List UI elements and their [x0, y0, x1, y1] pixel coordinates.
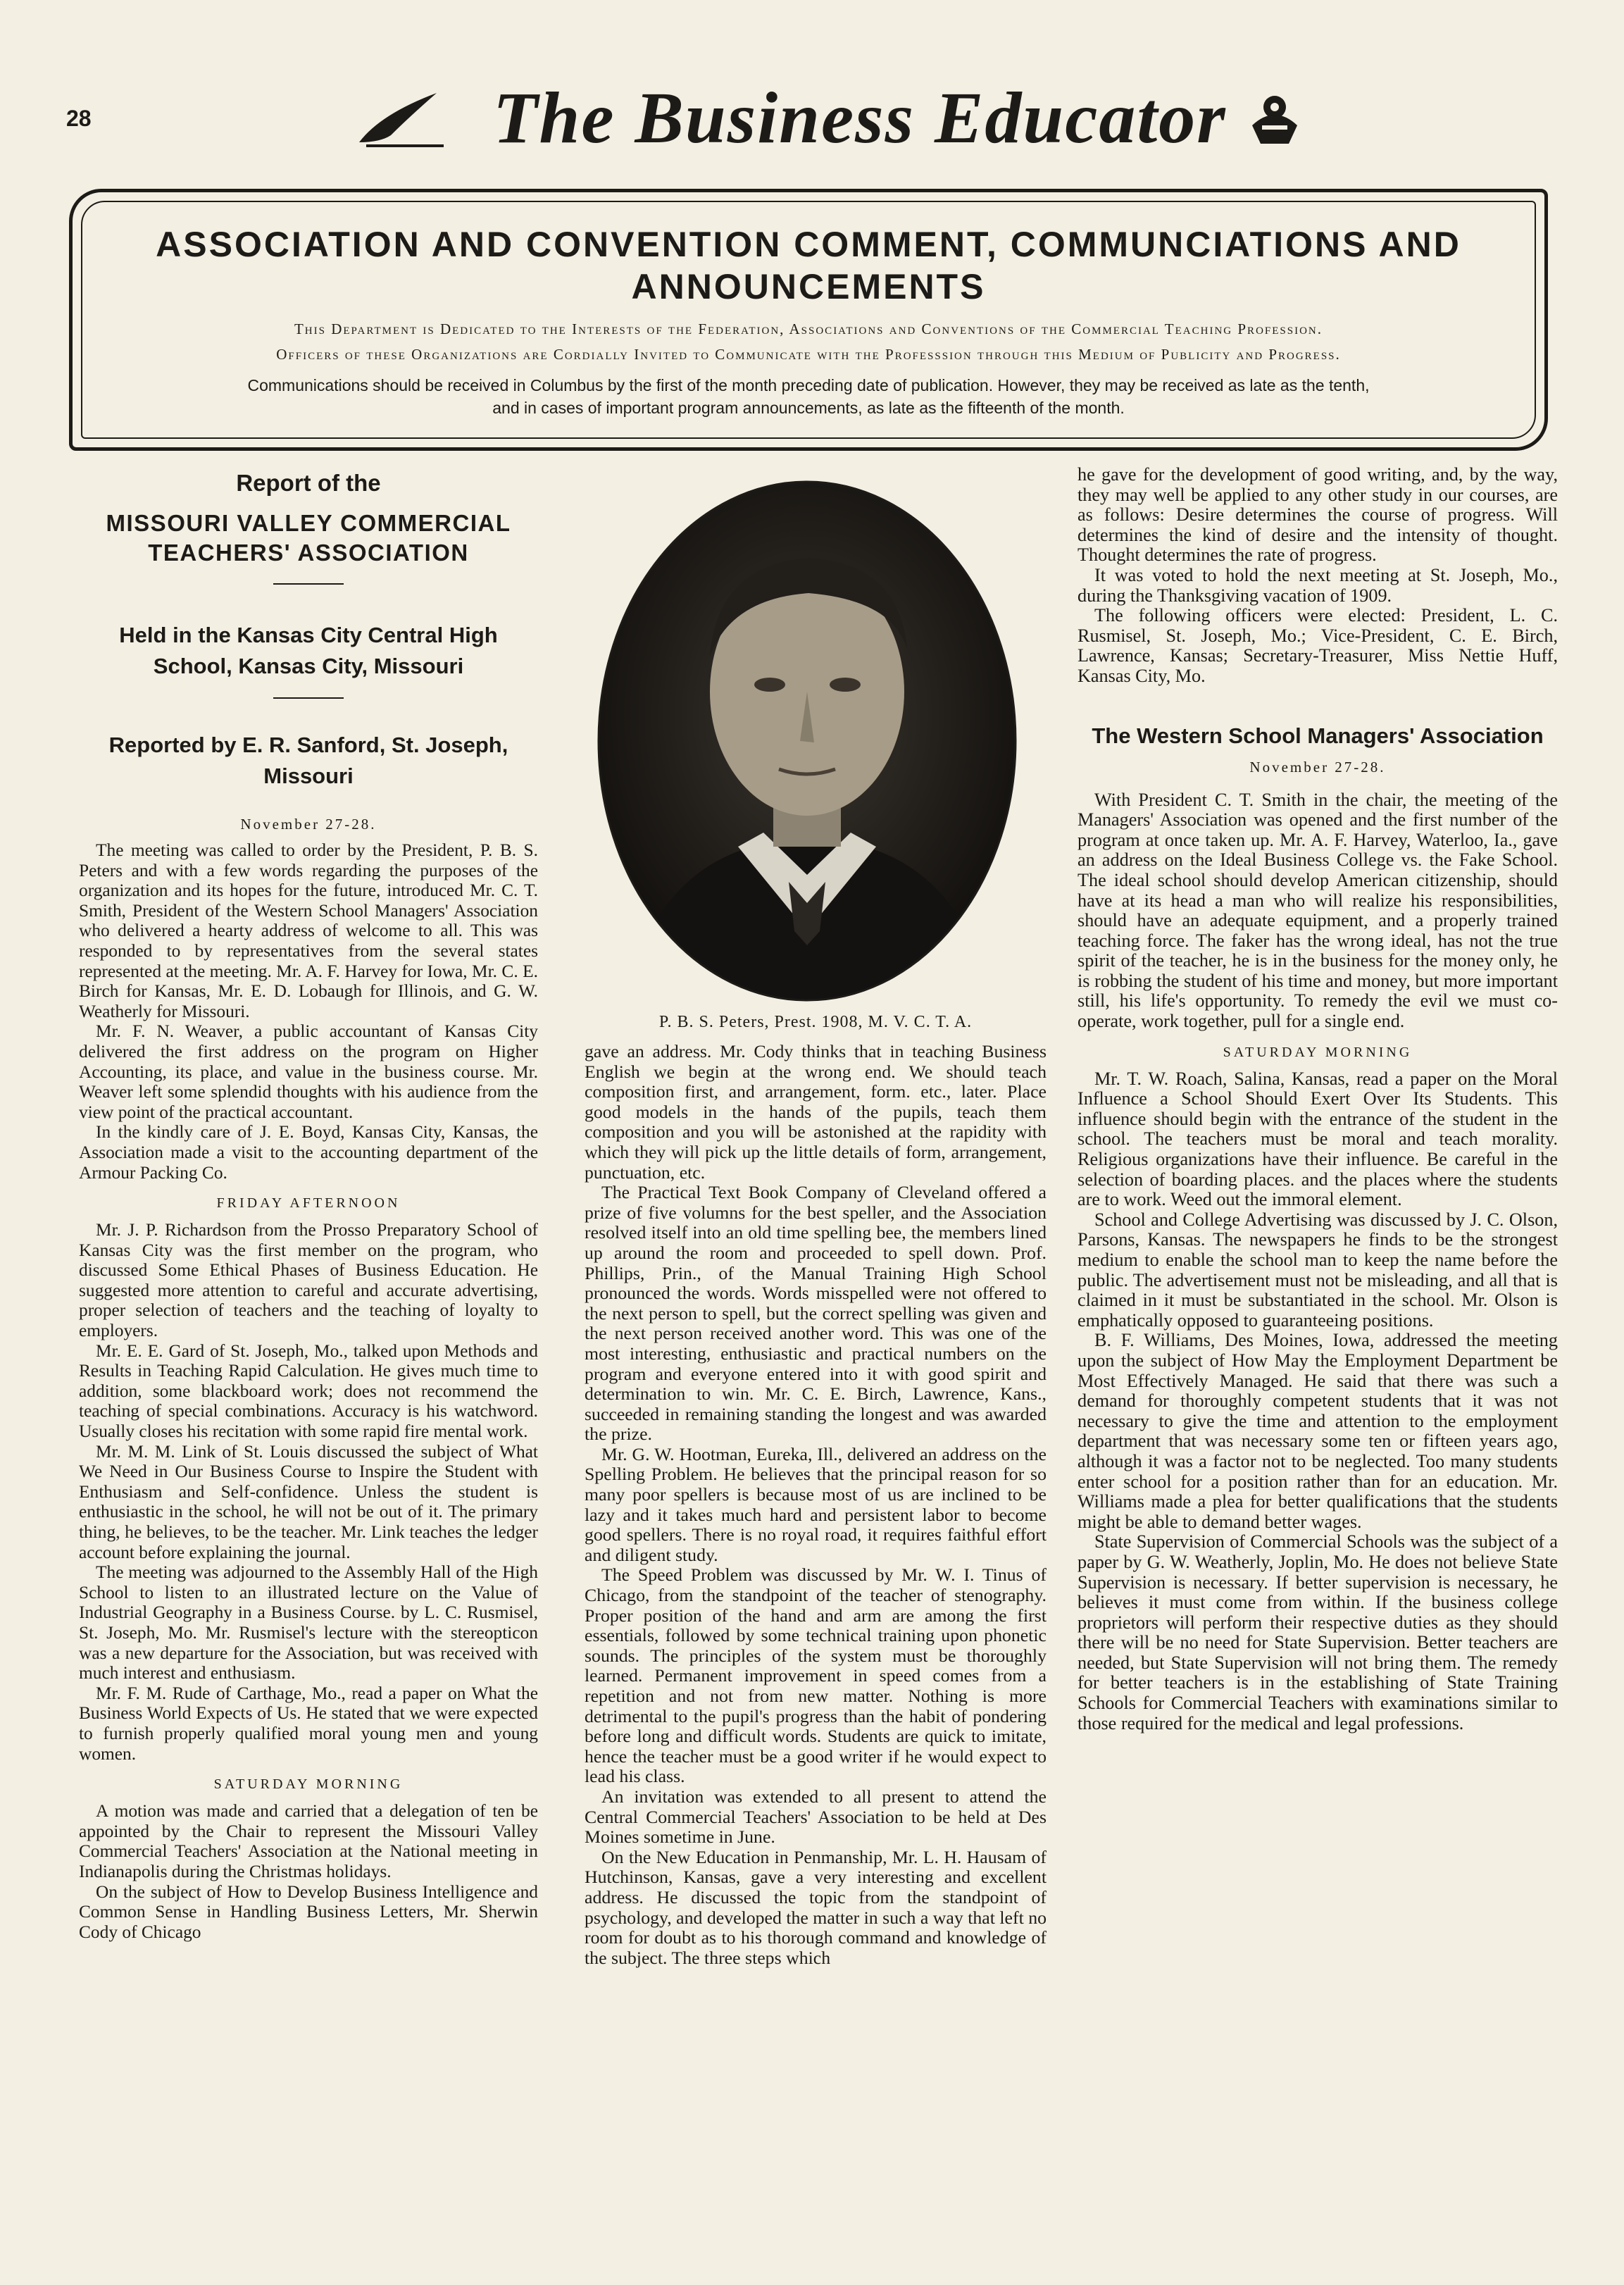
report-of-heading: Report of the [236, 470, 381, 496]
association-heading: MISSOURI VALLEY COMMERCIAL TEACHERS' ASSOCIATION [106, 510, 511, 566]
held-in-heading: Held in the Kansas City Central High School, Kansas City, Missouri [119, 623, 498, 678]
paragraph: he gave for the development of good writing, and, by the way, they may well be applied to any other study in our courses, are as follows: Desire determines the course of progress. Will determines the kind of desire and the intensity of thought. Thought determines the rate of progress. [1078, 464, 1558, 566]
reported-by-heading: Reported by E. R. Sanford, St. Joseph, Missouri [108, 733, 508, 788]
portrait-caption: P. B. S. Peters, Prest. 1908, M. V. C. T. A. [658, 1013, 973, 1031]
column-middle [585, 465, 1047, 1968]
meeting-date: November 27-28. [240, 816, 377, 833]
communications-line-1: Communications should be received in Columbus by the first of the month preceding date of publication. However, they may be received as late as the tenth, [247, 376, 1370, 394]
paragraph: State Supervision of Commercial Schools was the subject of a paper by G. W. Weatherly, Joplin, Mo. He does not believe State Supervision is necessary. If better supervision is necessary, he believes it must come from within. If the business college proprietors will perform their respective duties as they should there will be no need for State Supervision. Better teachers are needed, but State Supervision will not bring them. The remedy for better teachers is in the establishing of State Training Schools for Commercial Teachers with examinations similar to those required for the medical and legal professions. [1078, 1531, 1558, 1733]
meeting-date: November 27-28. [1249, 758, 1386, 776]
paragraph: Mr. G. W. Hootman, Eureka, Ill., delivered an address on the Spelling Problem. He believes that the principal reason for so many poor spellers is because most of us are inclined to be lazy and it takes much hard and persistent labor to become good spellers. There is no royal road, it requires faithful effort and diligent study. [585, 1443, 1047, 1565]
portrait-photo [597, 480, 1017, 1002]
column-right [1078, 465, 1558, 1733]
communications-note [101, 374, 1516, 419]
department-dedication [101, 316, 1516, 367]
dedication-line-2: Officers of these Organizations are Cordially Invited to Communicate with the Professsion through this Medium of Publicity and Progress. [276, 346, 1341, 363]
divider-rule [273, 583, 344, 585]
paragraph: On the New Education in Penmanship, Mr. L. H. Hausam of Hutchinson, Kansas, gave a very interesting and excellent address. He discussed the topic from the standpoint of psychology, and developed the matter in such a way that left no room for doubt as to his thorough command and knowledge of the subject. The three steps which [585, 1846, 1047, 1968]
paragraph: gave an address. Mr. Cody thinks that in teaching Business English we begin at the wrong end. We should teach composition first, and arrangement, form. etc., later. Place good models in the hands of the pupils, teach them composition and you will be astonished at the rapidity with which they will pick up the little details of form, arrangement, punctuation, etc. [585, 1041, 1047, 1183]
western-school-managers-heading: The Western School Managers' Association [1092, 723, 1544, 748]
masthead [0, 0, 1624, 176]
portrait-image [597, 480, 1017, 1002]
paragraph: In the kindly care of J. E. Boyd, Kansas City, Kansas, the Association made a visit to the accounting department of the Armour Packing Co. [79, 1122, 538, 1183]
paragraph: Mr. F. N. Weaver, a public accountant of Kansas City delivered the first address on the program on Higher Accounting, its place, and value in the business course. Mr. Weaver left some splendid thoughts with his audience from the view point of the practical accountant. [79, 1021, 538, 1122]
paragraph: The following officers were elected: President, L. C. Rusmisel, St. Joseph, Mo.; Vice-President, C. E. Birch, Lawrence, Kansas; Secretary-Treasurer, Miss Nettie Huff, Kansas City, Mo. [1078, 605, 1558, 686]
saturday-morning-subhead: SATURDAY MORNING [1223, 1044, 1413, 1060]
paragraph: With President C. T. Smith in the chair, the meeting of the Managers' Association was opened and the first number of the program at once taken up. Mr. A. F. Harvey, Waterloo, Ia., gave an address on the Ideal Business College vs. the Fake School. The ideal school should develop American citizenship, should have at its head a man who will realize his responsibilities, should have an adequate equipment, and a properly trained teaching force. The faker has the wrong ideal, has not the true spirit of the teacher, he is in the business for the money only, he is robbing the student of his time and money, but more important still, his life's opportunity. To remedy the evil we must co-operate, work together, pull for a single end. [1078, 789, 1558, 1032]
paragraph: An invitation was extended to all present to attend the Central Commercial Teachers' Association to be held at Des Moines sometime in June. [585, 1786, 1047, 1848]
divider-rule [273, 697, 344, 699]
paragraph: Mr. T. W. Roach, Salina, Kansas, read a paper on the Moral Influence a School Should Exert Over Its Students. This influence should begin with the entrance of the student in the school. The teachers must be moral and teach morality. Religious organizations have their influence. Be careful in the selection of boarding places. and the places where the students are to work. Weed out the immoral element. [1078, 1068, 1558, 1210]
ornamental-emblem-icon [1247, 90, 1303, 147]
paragraph: Mr. F. M. Rude of Carthage, Mo., read a paper on What the Business World Expects of Us. He stated that we were expected to furnish properly qualified moral young men and young women. [79, 1683, 538, 1764]
paragraph: Mr. J. P. Richardson from the Prosso Preparatory School of Kansas City was the first member on the program, who discussed Some Ethical Phases of Business Education. He suggested more attention to careful and accurate advertising, proper selection of teachers and the teaching of loyalty to employers. [79, 1220, 538, 1341]
paragraph: It was voted to hold the next meeting at St. Joseph, Mo., during the Thanksgiving vacation of 1909. [1078, 564, 1558, 606]
paragraph: School and College Advertising was discussed by J. C. Olson, Parsons, Kansas. The newspapers he finds to be the strongest medium to enable the school man to keep the name before the public. The advertisement must not be misleading, and all that is claimed in it must be substantiated in the school. Mr. Olson is emphatically opposed to guaranteeing positions. [1078, 1209, 1558, 1331]
paragraph: B. F. Williams, Des Moines, Iowa, addressed the meeting upon the subject of How May the Employment Department be Most Effectively Managed. He said that there was such a demand for thoroughly competent students that it was not necessary to give the time and attention to the employment department that was necessary some ten or fifteen years ago, although it was a factor not to be neglected. Too many students enter school for a position rather than for an education. Mr. Williams made a plea for better qualifications that the students might be able to demand better wages. [1078, 1330, 1558, 1532]
department-title: ASSOCIATION AND CONVENTION COMMENT, COMMUNCIATIONS AND ANNOUNCEMENTS [156, 225, 1461, 306]
friday-afternoon-subhead: FRIDAY AFTERNOON [216, 1195, 401, 1212]
paragraph: The Practical Text Book Company of Cleveland offered a prize of five volumns for the best speller, and the Association resolved itself into an old time spelling bee, the members lined up around the room and proceeded to spell down. Prof. Phillips, Prin., of the Manual Training High School pronounced the words. Words misspelled were not offered to the next person to spell, but the correct spelling was given and the next person received another word. This was one of the most interesting, enthusiastic and practical numbers on the program and everyone entered into it with good spirit and determination to win. Mr. C. E. Birch, Lawrence, Kans., succeeded in remaining standing the longest and was awarded the prize. [585, 1182, 1047, 1445]
journal-title: The Business Educator [493, 77, 1227, 158]
quill-pen-icon [352, 86, 451, 149]
column-left [79, 465, 538, 1942]
paragraph: A motion was made and carried that a delegation of ten be appointed by the Chair to represent the Missouri Valley Commercial Teachers' Association at the National meeting in Indianapolis during the Christmas holidays. [79, 1801, 538, 1881]
dedication-line-1: This Department is Dedicated to the Interests of the Federation, Associations and Conventions of the Commercial Teaching Profession. [294, 320, 1323, 337]
paragraph: On the subject of How to Develop Business Intelligence and Common Sense in Handling Business Letters, Mr. Sherwin Cody of Chicago [79, 1881, 538, 1942]
saturday-morning-subhead: SATURDAY MORNING [213, 1776, 404, 1793]
paragraph: The meeting was called to order by the President, P. B. S. Peters and with a few words regarding the purposes of the organization and its hopes for the future, introduced Mr. C. T. Smith, President of the Western School Managers' Association who delivered a hearty address of welcome to all. This was responded to by representatives from the several states represented at the meeting. Mr. A. F. Harvey for Iowa, Mr. C. E. Birch for Kansas, Mr. E. D. Lobaugh for Illinois, and G. W. Weatherly for Missouri. [79, 840, 538, 1021]
paragraph: The Speed Problem was discussed by Mr. W. I. Tinus of Chicago, from the standpoint of the teacher of stenography. Proper position of the hand and arm are among the first essentials, followed by some technical training upon phonetic sounds. The principles of the system must be thoroughly learned. Permanent improvement in speed comes from a repetition and not from new matter. Nothing is more detrimental to the pupil's progress than the habit of pondering before long and difficult words. Students are quick to imitate, hence the teacher must be a good writer if he would expect to lead his class. [585, 1564, 1047, 1787]
paragraph: Mr. E. E. Gard of St. Joseph, Mo., talked upon Methods and Results in Teaching Rapid Calculation. He gives much time to addition, some blackboard work; does not recommend the teaching of special combinations. Accuracy is his watchword. Usually closes his recitation with some rapid fire mental work. [79, 1340, 538, 1442]
communications-line-2: and in cases of important program announcements, as late as the fifteenth of the month. [492, 399, 1125, 417]
paragraph: Mr. M. M. Link of St. Louis discussed the subject of What We Need in Our Business Course to Inspire the Student with Enthusiasm and Self-confidence. Unless the student is enthusiastic in the school, he will not be out of it. The primary thing, he believes, to be the teacher. Mr. Link teaches the ledger account before explaining the journal. [79, 1441, 538, 1562]
paragraph: The meeting was adjourned to the Assembly Hall of the High School to listen to an illustrated lecture on the Value of Industrial Geography in a Business Course. by L. C. Rusmisel, St. Joseph, Mo. Mr. Rusmisel's lecture with the stereopticon was a new departure for the Association, but was received with much interest and enthusiasm. [79, 1562, 538, 1683]
department-header-box [69, 189, 1548, 451]
page-number: 28 [66, 106, 92, 131]
